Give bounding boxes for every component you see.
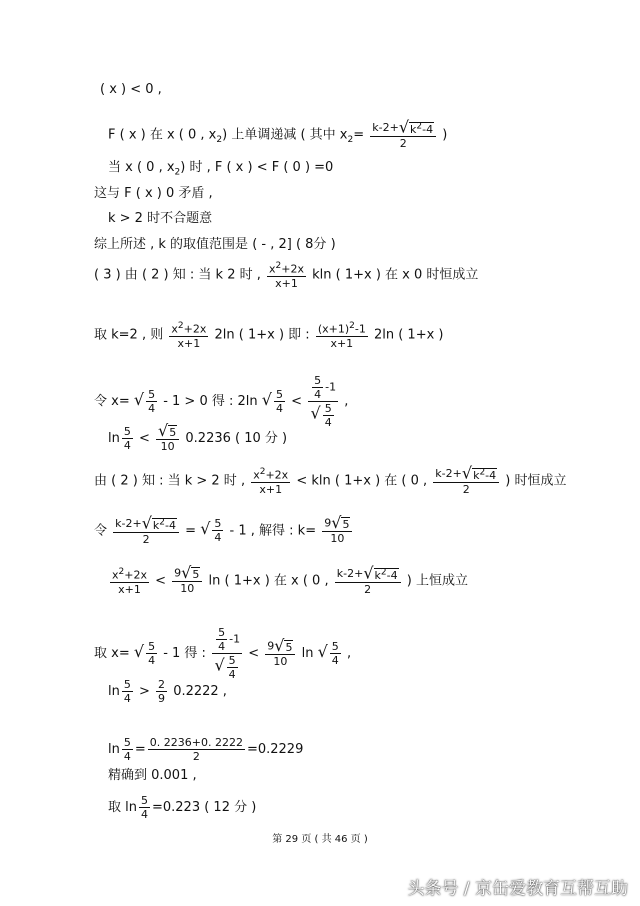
text: - 1 , 解得 : k= [229,523,317,539]
text: < [291,394,303,409]
line-9 [94,374,348,429]
text: - 1 得 : [163,646,206,661]
text: ) [442,127,448,143]
fraction: $\frac{x^2+2x}{x+1}$ [253,467,289,496]
subscript: 2 [174,167,181,178]
line-15 [108,678,227,705]
fraction: $\frac{5}{4}$ [123,425,131,452]
line-4: 这与 F ( x ) 0 矛盾 , [94,186,213,201]
text: = [353,127,365,143]
text: ln ( 1+x ) 在 x ( 0 , [208,573,329,589]
line-12 [94,513,354,546]
fraction: $\frac{5}{4}$ -1 √ $\frac{5}{4}$ [212,626,242,681]
text: < kln ( 1+x ) 在 ( 0 , [296,473,428,489]
radical: √ $\frac{5}{4}$ [317,640,339,667]
fraction: $\frac{5}{4}$ -1 √ $\frac{5}{4}$ [308,374,338,429]
fraction: $\frac{5}{4}$ [140,794,148,821]
line-10 [108,421,288,453]
fraction: $\frac{(x+1)^2-1}{x+1}$ [317,321,366,350]
fraction: $\frac{k-2+√k^2-4}{2}$ [433,466,499,496]
text: < [139,431,150,446]
fraction: $\frac{k-2+√k^2-4}{2}$ [113,516,179,546]
subscript: 2 [216,134,223,145]
text: ( 3 ) 由 ( 2 ) 知 : 当 k 2 时 , [94,267,261,283]
fraction: $\frac{x^2+2x}{x+1}$ [112,567,147,596]
text: 由 ( 2 ) 知 : 当 k > 2 时 , [94,473,246,489]
radical: √ $\frac{5}{4}$ [261,388,283,415]
text: 2ln ( 1+x ) [373,327,444,343]
fraction: $\frac{9√5}{10}$ [265,639,295,668]
line-2 [108,117,448,150]
fraction: $\frac{9√5}{10}$ [322,516,352,545]
text: ) 上恒成立 [406,573,468,589]
text: - 1 > 0 得 : 2ln [163,394,258,409]
fraction: $\frac{0. 2236+0. 2222}{2}$ [149,736,243,763]
radical: √ $\frac{5}{4}$ [133,640,156,667]
text: ln [301,646,314,661]
radical: √ $\frac{5}{4}$ [200,517,222,545]
page-footer: 第 29 页 ( 共 46 页 ) [272,834,368,845]
text: 2ln ( 1+x ) 即 : [214,327,310,343]
line-5: k > 2 时不合题意 [108,211,213,226]
text: 令 x= [94,394,130,409]
fraction: $\frac{x^2+2x}{x+1}$ [171,321,207,350]
fraction: $\frac{√5}{10}$ [156,424,179,453]
text: ln [108,684,120,699]
line-11 [94,463,567,496]
text: F ( x ) 在 x ( 0 , x [108,127,217,143]
text: 取 x= [94,646,130,661]
text: ln [108,431,120,446]
line-7 [94,260,478,290]
text: < [248,646,260,661]
radical: √ $\frac{5}{4}$ [133,388,156,415]
fraction: $\frac{5}{4}$ [123,736,131,763]
fraction: $\frac{9√5}{10}$ [172,566,202,595]
text: 取 k=2 , 则 [94,327,164,343]
text: 令 [94,523,108,539]
text: ) 时 , F ( x ) < F ( 0 ) =0 [180,160,334,175]
fraction: $\frac{k-2+√k^2-4}{2}$ [370,120,436,150]
line-18 [108,794,256,821]
text: 当 x ( 0 , x [108,160,175,175]
text: =0.223 ( 12 分 ) [151,800,257,815]
line-13 [108,563,468,596]
text: , [344,394,349,409]
fraction: $\frac{x^2+2x}{x+1}$ [269,261,304,290]
text: ) 时恒成立 [505,473,567,489]
fraction: $\frac{5}{4}$ [123,678,131,705]
text: = [134,742,146,757]
line-8 [94,320,444,350]
text: ln [108,742,120,757]
text: 0.2222 , [173,684,227,699]
text: ) 上单调递减 ( 其中 x [222,127,348,143]
watermark: 头条号 / 京缶爱教育互帮互助 [407,879,628,899]
text: 取 ln [108,800,137,815]
text: 0.2236 ( 10 分 ) [185,431,288,446]
text: kln ( 1+x ) 在 x 0 时恒成立 [312,267,479,283]
fraction: $\frac{k-2+√k^2-4}{2}$ [335,566,401,596]
line-14 [94,626,351,681]
line-6: 综上所述 , k 的取值范围是 ( - , 2] ( 8分 ) [94,237,336,252]
fraction: $\frac{2}{9}$ [158,678,166,705]
text: < [155,573,167,589]
text: =0.2229 [246,742,304,757]
line-1: ( x ) < 0 , [100,82,162,97]
subscript: 2 [347,134,354,145]
line-16 [108,736,303,763]
text: = [185,523,197,539]
line-3 [108,160,333,181]
text: > [139,684,150,699]
text: , [346,646,352,661]
line-17: 精确到 0.001 , [108,768,197,783]
